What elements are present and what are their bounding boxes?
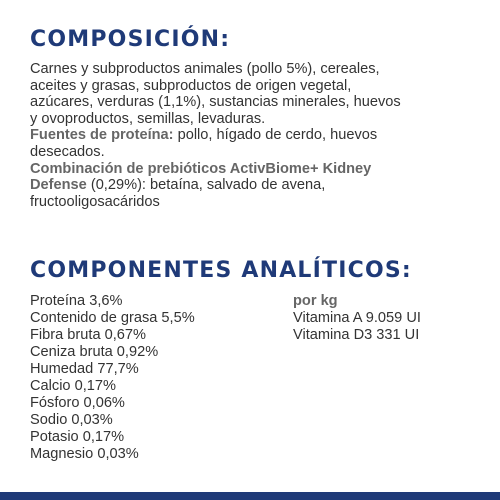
composition-line: azúcares, verduras (1,1%), sustancias minerales, huevos	[30, 94, 401, 111]
protein-sources-line	[30, 127, 470, 144]
analytics-item-magnesium: Magnesio 0,03%	[30, 446, 139, 462]
prebiotics-line	[30, 161, 470, 178]
analytics-item-ash: Ceniza bruta 0,92%	[30, 344, 159, 360]
vitamins-list	[293, 293, 421, 344]
analytics-item-fiber: Fibra bruta 0,67%	[30, 327, 147, 343]
composition-line: Carnes y subproductos animales (pollo 5%), cereales,	[30, 61, 380, 77]
analytics-heading: COMPONENTES ANALÍTICOS:	[30, 258, 412, 283]
bottom-bar	[0, 492, 500, 500]
analytics-item-moisture: Humedad 77,7%	[30, 361, 139, 377]
composition-heading: COMPOSICIÓN:	[30, 27, 231, 52]
analytics-item-phosphorus: Fósforo 0,06%	[30, 395, 125, 411]
prebiotics-line	[30, 177, 470, 194]
analytics-item-potassium: Potasio 0,17%	[30, 429, 125, 445]
analytics-list	[30, 293, 280, 463]
analytics-item-sodium: Sodio 0,03%	[30, 412, 113, 428]
prebiotics-text: (0,29%): betaína, salvado de avena,	[86, 177, 326, 194]
protein-sources-label: Fuentes de proteína:	[30, 127, 174, 144]
vitamin-d3-item: Vitamina D3 331 UI	[293, 327, 420, 343]
prebiotics-label: Combinación de prebióticos ActivBiome+ Kidney	[30, 160, 372, 177]
analytics-item-calcium: Calcio 0,17%	[30, 378, 116, 394]
composition-line: y ovoproductos, semillas, levaduras.	[30, 110, 266, 127]
protein-sources-line: desecados.	[30, 143, 105, 160]
prebiotics-label: Defense	[30, 177, 87, 194]
composition-line: aceites y grasas, subproductos de origen vegetal,	[30, 77, 352, 94]
vitamins-header: por kg	[293, 293, 338, 309]
prebiotics-line: fructooligosacáridos	[30, 193, 160, 210]
vitamin-a-item: Vitamina A 9.059 UI	[293, 310, 421, 326]
analytics-item-protein: Proteína 3,6%	[30, 293, 123, 309]
protein-sources-text: pollo, hígado de cerdo, huevos	[173, 127, 378, 144]
composition-text	[30, 61, 470, 210]
analytics-item-fat: Contenido de grasa 5,5%	[30, 310, 195, 326]
